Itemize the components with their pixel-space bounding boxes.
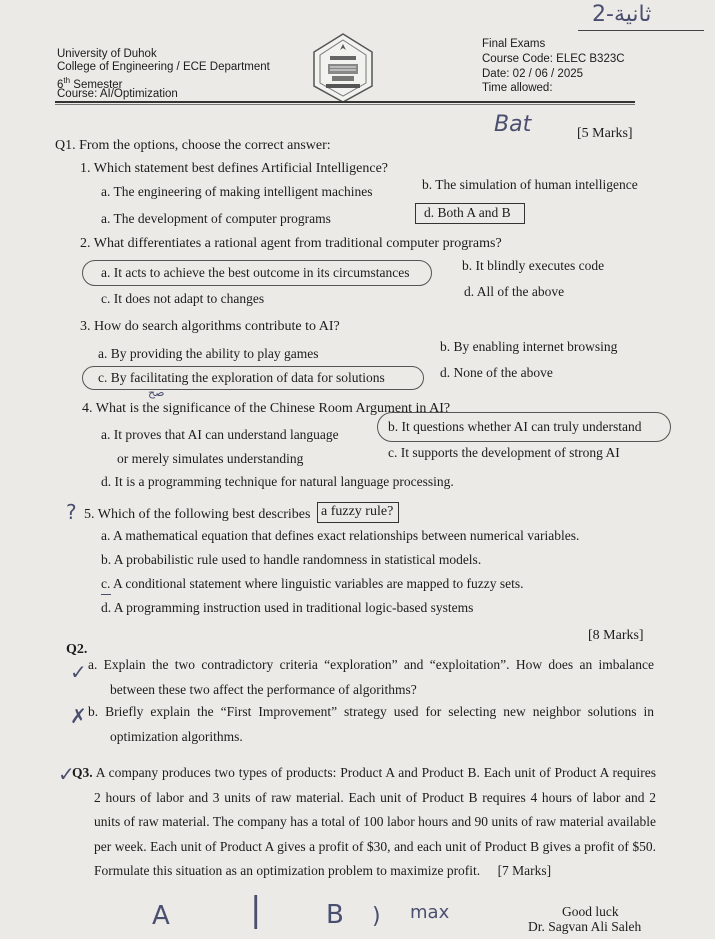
header-course-code: Course Code: ELEC B323C — [482, 53, 625, 65]
handwritten-underline — [578, 30, 704, 31]
q1-2-option-a: a. It acts to achieve the best outcome in its circumstances — [101, 265, 410, 280]
q1-1-option-d: d. Both A and B — [424, 205, 511, 220]
q1-1-option-a: a. The engineering of making intelligent machines — [101, 184, 373, 199]
q1-4-option-c: c. It supports the development of strong AI — [388, 445, 620, 460]
q1-1-option-c: a. The development of computer programs — [101, 211, 331, 226]
handwritten-answer-paren: ) — [372, 904, 381, 929]
q1-3-option-a: a. By providing the ability to play games — [98, 346, 319, 361]
header-time-allowed: Time allowed: — [482, 82, 553, 94]
footer-author: Dr. Sagvan Ali Saleh — [528, 919, 642, 934]
q1-5-stem: 5. Which of the following best describes — [84, 507, 311, 522]
q2-marks: [8 Marks] — [588, 628, 644, 643]
q1-2-stem: 2. What differentiates a rational agent from traditional computer programs? — [80, 236, 502, 251]
q1-4-option-b: b. It questions whether AI can truly understand — [388, 419, 642, 434]
header-date: Date: 02 / 06 / 2025 — [482, 68, 584, 80]
q1-1-option-b: b. The simulation of human intelligence — [422, 177, 638, 192]
header-semester: 6th Semester — [57, 76, 123, 91]
handwritten-answer-b: B — [326, 900, 344, 930]
q1-5-stem-boxed: a fuzzy rule? — [321, 504, 394, 519]
university-logo — [312, 32, 374, 109]
q1-5-option-d: d. A programming instruction used in traditional logic-based systems — [101, 600, 474, 615]
handwritten-answer-divider: | — [250, 890, 262, 930]
q3-marks: [7 Marks] — [497, 863, 552, 878]
q1-4-option-a: a. It proves that AI can understand language — [101, 427, 339, 442]
q1-3-stem: 3. How do search algorithms contribute to AI? — [80, 319, 340, 334]
q1-5-option-b: b. A probabilistic rule used to handle randomness in statistical models. — [101, 552, 482, 567]
q1-3-option-b: b. By enabling internet browsing — [440, 339, 618, 354]
q1-1-stem: 1. Which statement best defines Artificial Intelligence? — [80, 161, 389, 176]
header-college: College of Engineering / ECE Department — [57, 61, 270, 73]
q1-3-option-c: c. By facilitating the exploration of data for solutions — [98, 370, 385, 385]
q2-part-a: a. Explain the two contradictory criteria “exploration” and “exploitation”. How does an imbalance between these two affect the performance of algorithms? — [88, 657, 654, 697]
handwritten-bat: Bat — [494, 112, 532, 137]
q1-4-option-a-continued: or merely simulates understanding — [117, 451, 304, 466]
q1-2-option-c: c. It does not adapt to changes — [101, 291, 265, 306]
q1-5-option-a: a. A mathematical equation that defines exact relationships between numerical variables. — [101, 528, 580, 543]
handwritten-tick-q2a: ✓ — [70, 660, 87, 684]
q1-3-option-d: d. None of the above — [440, 365, 553, 380]
handwritten-question-mark: ? — [66, 500, 77, 524]
q1-5-option-c-mark — [101, 594, 111, 595]
handwritten-arabic-note: صح — [148, 386, 165, 399]
footer-good-luck: Good luck — [562, 904, 619, 919]
handwritten-answer-a: A — [152, 901, 170, 931]
header-divider-thin — [55, 104, 635, 105]
header-university: University of Duhok — [57, 48, 157, 60]
q1-4-option-d: d. It is a programming technique for natural language processing. — [101, 474, 454, 489]
handwritten-mark-q2b: ✗ — [70, 704, 87, 728]
q1-title: Q1. From the options, choose the correct answer: — [55, 138, 331, 153]
handwritten-tick-q3: ✓ — [58, 762, 75, 786]
header-divider — [55, 101, 635, 103]
q3-body: Q3. A company produces two types of products: Product A and Product B. Each unit of Product A requires 2 hours of labor and 3 units of raw material. Each unit of Product B requires 4 hours of labor and 2 units of raw material. The company has a total of 100 labor hours and 90 units of raw material available per week. Each unit of Product A gives a profit of $30, and each unit of Product B gives a profit of $50. Formulate this situation as an optimization problem to maximize profit. [7 Marks] — [72, 765, 656, 878]
q2-part-b: b. Briefly explain the “First Improvement” strategy used for selecting new neighbor solutions in optimization algorithms. — [88, 704, 654, 744]
handwritten-note-top: ثانية-2 — [592, 2, 652, 27]
q1-marks: [5 Marks] — [577, 126, 633, 141]
q1-2-option-d: d. All of the above — [464, 284, 565, 299]
header-exam-type: Final Exams — [482, 38, 546, 50]
q1-5-option-c: c. A conditional statement where linguistic variables are mapped to fuzzy sets. — [101, 576, 524, 591]
header-course: Course: AI/Optimization — [57, 88, 178, 100]
q1-4-stem: 4. What is the significance of the Chinese Room Argument in AI? — [82, 401, 451, 416]
handwritten-answer-max: max — [410, 902, 450, 923]
q1-2-option-b: b. It blindly executes code — [462, 258, 605, 273]
q2-title: Q2. — [66, 642, 88, 657]
